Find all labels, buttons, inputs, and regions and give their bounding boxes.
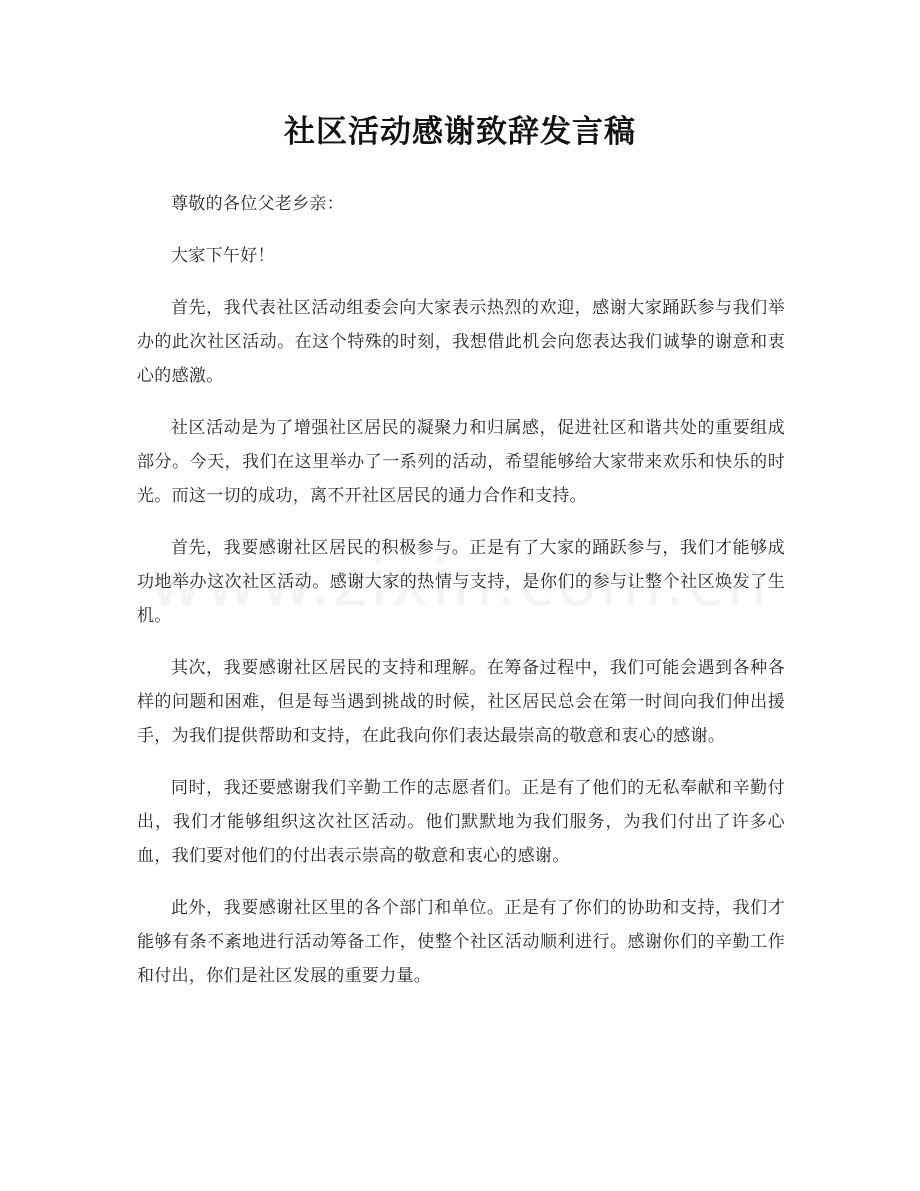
salutation-paragraph: 尊敬的各位父老乡亲： [171, 194, 344, 214]
body-paragraph: 社区活动是为了增强社区居民的凝聚力和归属感，促进社区和谐共处的重要组成部分。今天，我们在这里举办了一系列的活动，希望能够给大家带来欢乐和快乐的时光。而这一切的成功，离不开社区居民的通力合作和支持。 [137, 418, 785, 506]
document-title: 社区活动感谢致辞发言稿 [284, 114, 636, 150]
body-paragraph: 首先，我代表社区活动组委会向大家表示热烈的欢迎，感谢大家踊跃参与我们举办的此次社区活动。在这个特殊的时刻，我想借此机会向您表达我们诚挚的谢意和衷心的感激。 [137, 298, 785, 386]
body-paragraph: 其次，我要感谢社区居民的支持和理解。在筹备过程中，我们可能会遇到各种各样的问题和困难，但是每当遇到挑战的时候，社区居民总会在第一时间向我们伸出援手，为我们提供帮助和支持，在此我向你们表达最崇高的敬意和衷心的感谢。 [137, 658, 785, 746]
document-body [137, 187, 785, 1011]
body-paragraph: 此外，我要感谢社区里的各个部门和单位。正是有了你们的协助和支持，我们才能够有条不紊地进行活动筹备工作，使整个社区活动顺利进行。感谢你们的辛勤工作和付出，你们是社区发展的重要力量。 [137, 898, 785, 986]
body-paragraph: 首先，我要感谢社区居民的积极参与。正是有了大家的踊跃参与，我们才能够成功地举办这次社区活动。感谢大家的热情与支持，是你们的参与让整个社区焕发了生机。 [137, 538, 785, 626]
greeting-paragraph: 大家下午好！ [171, 246, 275, 266]
body-paragraph: 同时，我还要感谢我们辛勤工作的志愿者们。正是有了他们的无私奉献和辛勤付出，我们才能够组织这次社区活动。他们默默地为我们服务，为我们付出了许多心血，我们要对他们的付出表示崇高的敬意和衷心的感谢。 [137, 778, 785, 866]
